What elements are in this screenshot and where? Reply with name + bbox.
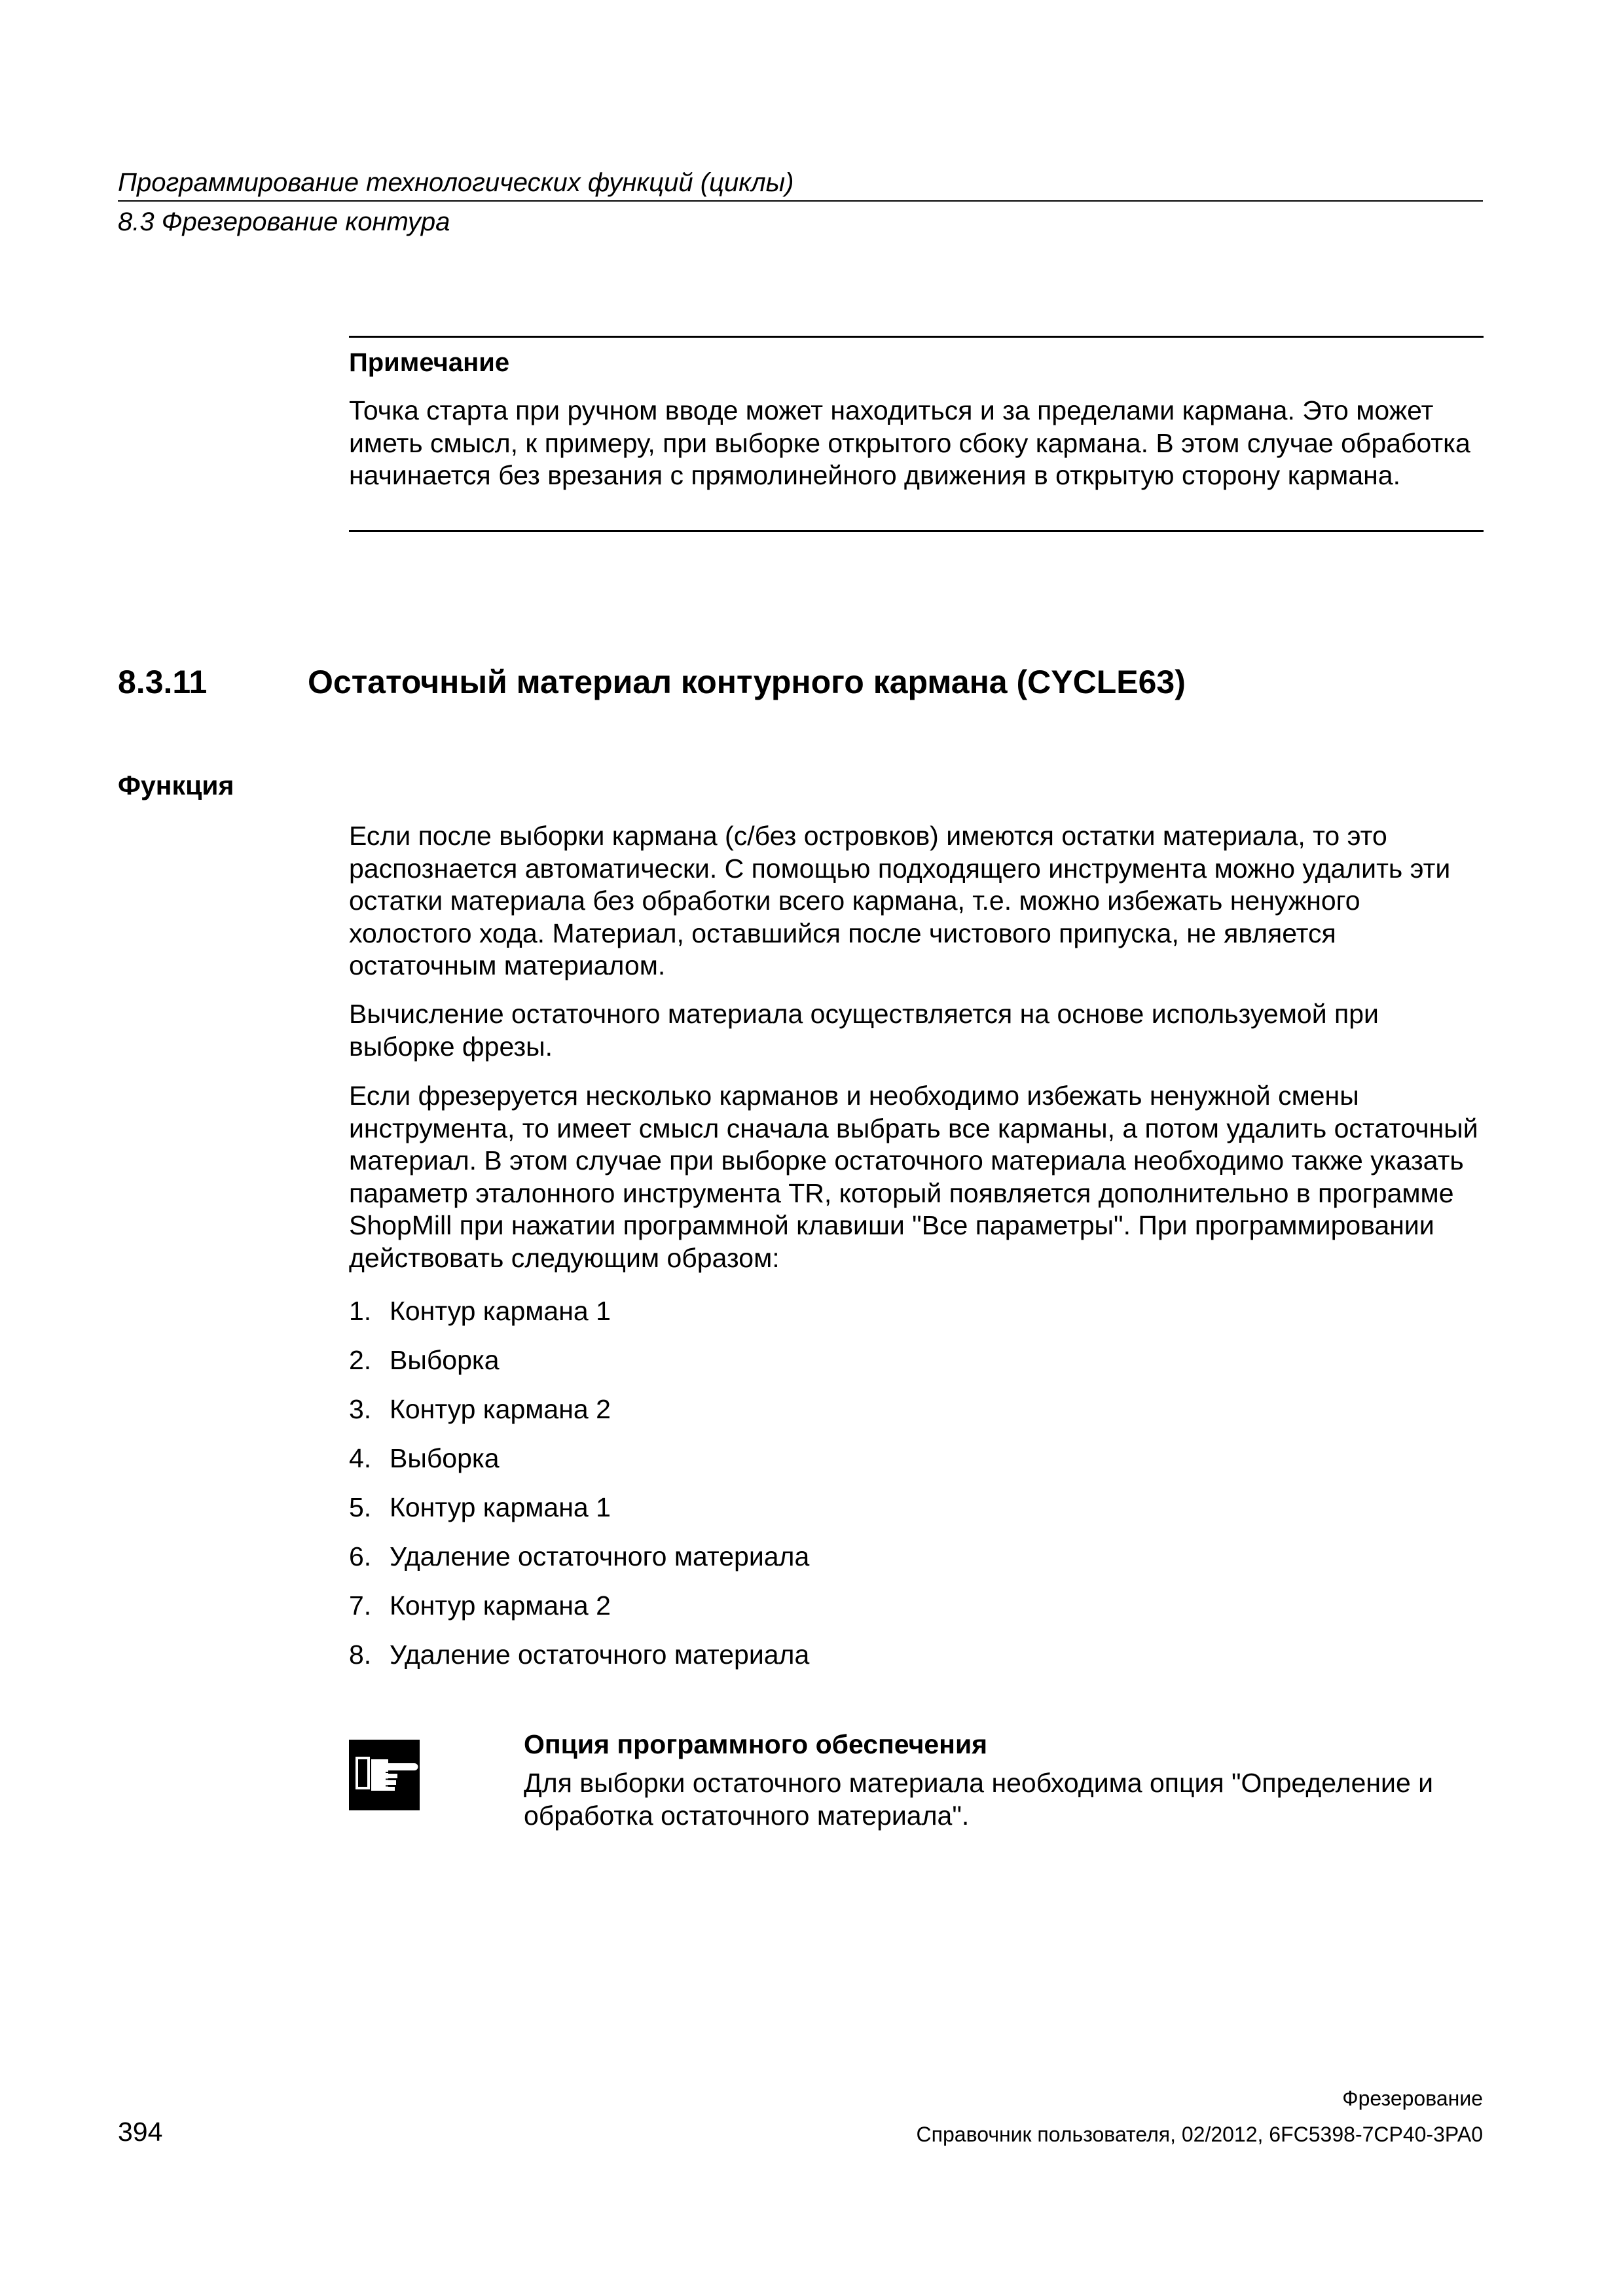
list-item-text: Контур кармана 1 bbox=[390, 1492, 611, 1522]
list-item-text: Контур кармана 2 bbox=[390, 1394, 611, 1424]
pointing-hand-icon bbox=[349, 1740, 420, 1810]
list-item bbox=[349, 1295, 809, 1344]
section-number: 8.3.11 bbox=[118, 664, 208, 700]
list-item-text: Контур кармана 2 bbox=[390, 1590, 611, 1621]
note-text: Точка старта при ручном вводе может находиться и за пределами кармана. Это может иметь смысл, к примеру, при выборке открытого сбоку кармана. В этом случае обработка начинается без врезания с прямолинейного движения в открытую сторону кармана. bbox=[349, 395, 1470, 490]
page-number: 394 bbox=[118, 2117, 163, 2147]
list-item-number: 3. bbox=[349, 1394, 372, 1424]
list-item-number: 7. bbox=[349, 1590, 372, 1621]
list-item-number: 8. bbox=[349, 1640, 372, 1670]
note-bottom-rule bbox=[349, 530, 1484, 532]
note-top-rule bbox=[349, 336, 1484, 338]
footer-book-title: Фрезерование bbox=[1342, 2087, 1483, 2110]
footer-reference: Справочник пользователя, 02/2012, 6FC5398-7CP40-3PA0 bbox=[916, 2123, 1483, 2146]
running-header-section: 8.3 Фрезерование контура bbox=[118, 207, 450, 236]
section-title: Остаточный материал контурного кармана (CYCLE63) bbox=[308, 664, 1186, 700]
list-item-number: 6. bbox=[349, 1541, 372, 1571]
list-item bbox=[349, 1393, 809, 1442]
steps-list bbox=[349, 1295, 809, 1687]
note-heading: Примечание bbox=[349, 348, 510, 377]
software-option-heading: Опция программного обеспечения bbox=[524, 1729, 988, 1759]
paragraph-2: Вычисление остаточного материала осуществляется на основе используемой при выборке фрезы. bbox=[349, 999, 1379, 1062]
paragraph-3: Если фрезеруется несколько карманов и необходимо избежать ненужной смены инструмента, то имеет смысл сначала выбрать все карманы, а потом удалить остаточный материал. В этом случае при выборке остаточного материала необходимо также указать параметр эталонного инструмента TR, который появляется дополнительно в программе ShopMill при нажатии программной клавиши "Все параметры". При программировании действовать следующим образом: bbox=[349, 1081, 1478, 1273]
list-item-number: 4. bbox=[349, 1443, 372, 1473]
list-item bbox=[349, 1442, 809, 1491]
header-divider bbox=[118, 200, 1483, 202]
list-item-text: Контур кармана 1 bbox=[390, 1296, 611, 1326]
list-item bbox=[349, 1638, 809, 1687]
running-header-chapter: Программирование технологических функций (циклы) bbox=[118, 168, 794, 197]
list-item bbox=[349, 1344, 809, 1393]
list-item-text: Выборка bbox=[390, 1345, 500, 1375]
list-item-number: 5. bbox=[349, 1492, 372, 1522]
list-item-number: 1. bbox=[349, 1296, 372, 1326]
list-item bbox=[349, 1540, 809, 1589]
software-option-text: Для выборки остаточного материала необходима опция "Определение и обработка остаточного материала". bbox=[524, 1768, 1434, 1831]
list-item bbox=[349, 1589, 809, 1638]
function-heading: Функция bbox=[118, 770, 234, 800]
list-item-text: Удаление остаточного материала bbox=[390, 1640, 810, 1670]
list-item-number: 2. bbox=[349, 1345, 372, 1375]
list-item bbox=[349, 1491, 809, 1540]
list-item-text: Выборка bbox=[390, 1443, 500, 1473]
paragraph-1: Если после выборки кармана (с/без островков) имеются остатки материала, то это распознается автоматически. С помощью подходящего инструмента можно удалить эти остатки материала без обработки всего кармана, т.е. можно избежать ненужного холостого хода. Материал, оставшийся после чистового припуска, не является остаточным материалом. bbox=[349, 821, 1451, 980]
list-item-text: Удаление остаточного материала bbox=[390, 1541, 810, 1571]
